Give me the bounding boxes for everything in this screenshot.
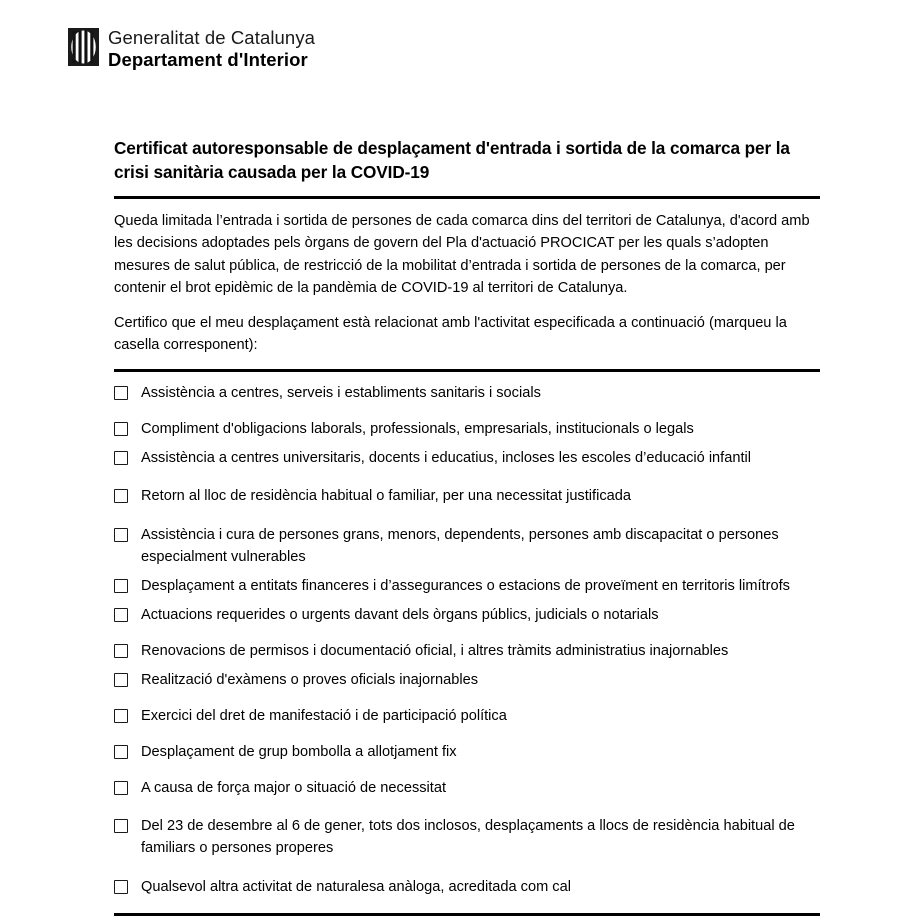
- checklist-item-label: A causa de força major o situació de necessitat: [141, 779, 447, 796]
- checklist-item-label: Renovacions de permisos i documentació oficial, i altres tràmits administratius inajornables: [141, 642, 729, 659]
- institutional-header: [68, 28, 315, 69]
- checklist-item-label: Realització d'exàmens o proves oficials inajornables: [141, 671, 478, 688]
- checklist-item-label: Desplaçament de grup bombolla a allotjament fix: [141, 743, 457, 760]
- checklist-item-label: Del 23 de desembre al 6 de gener, tots dos inclosos, desplaçaments a llocs de residència habitual de familiars o persones properes: [141, 818, 795, 857]
- checklist-item[interactable]: [114, 670, 820, 692]
- activity-checklist: [114, 383, 820, 899]
- organization-name: Generalitat de Catalunya: [108, 27, 316, 48]
- checkbox-icon[interactable]: [114, 489, 128, 503]
- checklist-item[interactable]: [114, 877, 820, 899]
- catalonia-senyera-shield-icon: [68, 28, 99, 66]
- checklist-item[interactable]: [114, 419, 820, 441]
- checklist-item[interactable]: [114, 525, 820, 569]
- checkbox-icon[interactable]: [114, 579, 128, 593]
- checkbox-icon[interactable]: [114, 781, 128, 795]
- checklist-item[interactable]: [114, 383, 820, 405]
- checklist-item[interactable]: [114, 778, 820, 800]
- checklist-item[interactable]: [114, 486, 820, 508]
- checkbox-icon[interactable]: [114, 880, 128, 894]
- checklist-item-label: Assistència a centres universitaris, docents i educatius, incloses les escoles d’educació infantil: [141, 449, 752, 466]
- divider-under-title: [114, 196, 820, 199]
- checklist-item-label: Retorn al lloc de residència habitual o familiar, per una necessitat justificada: [141, 488, 631, 505]
- checklist-item-label: Compliment d'obligacions laborals, professionals, empresarials, institucionals o legals: [141, 420, 694, 437]
- checklist-item-label: Assistència i cura de persones grans, menors, dependents, persones amb discapacitat o persones especialment vulnerables: [141, 527, 779, 566]
- declaration-paragraph: Certifico que el meu desplaçament està relacionat amb l'activitat especificada a continuació (marqueu la casella corresponent):: [114, 315, 787, 354]
- checkbox-icon[interactable]: [114, 745, 128, 759]
- checkbox-icon[interactable]: [114, 528, 128, 542]
- checkbox-icon[interactable]: [114, 386, 128, 400]
- department-name: Departament d'Interior: [108, 48, 308, 70]
- checklist-item[interactable]: [114, 605, 820, 627]
- certificate-document: [114, 136, 820, 916]
- checkbox-icon[interactable]: [114, 673, 128, 687]
- checkbox-icon[interactable]: [114, 819, 128, 833]
- checkbox-icon[interactable]: [114, 451, 128, 465]
- checklist-item[interactable]: [114, 576, 820, 598]
- checklist-item-label: Desplaçament a entitats financeres i d’assegurances o estacions de proveïment en territoris limítrofs: [141, 578, 790, 595]
- brand-text-block: [108, 28, 315, 69]
- page-title: Certificat autoresponsable de desplaçament d'entrada i sortida de la comarca per la crisi sanitària causada per la COVID-19: [114, 138, 790, 183]
- checklist-item-label: Qualsevol altra activitat de naturalesa anàloga, acreditada com cal: [141, 879, 571, 896]
- checklist-item[interactable]: [114, 816, 820, 860]
- checkbox-icon[interactable]: [114, 608, 128, 622]
- divider-above-checklist: [114, 369, 820, 372]
- checklist-item[interactable]: [114, 742, 820, 764]
- intro-paragraph: Queda limitada l’entrada i sortida de persones de cada comarca dins del territori de Catalunya, d'acord amb les decisions adoptades pels òrgans de govern del Pla d'actuació PROCICAT per les quals s’adopten mesures de salut pública, de restricció de la mobilitat d’entrada i sortida de persones de la comarca, per contenir el brot epidèmic de la pandèmia de COVID-19 al territori de Catalunya.: [114, 212, 810, 296]
- checkbox-icon[interactable]: [114, 709, 128, 723]
- checkbox-icon[interactable]: [114, 422, 128, 436]
- checklist-item-label: Assistència a centres, serveis i establiments sanitaris i socials: [141, 384, 541, 401]
- checklist-item-label: Actuacions requerides o urgents davant dels òrgans públics, judicials o notarials: [141, 607, 659, 624]
- checklist-item[interactable]: [114, 706, 820, 728]
- checklist-item-label: Exercici del dret de manifestació i de participació política: [141, 707, 507, 724]
- checklist-item[interactable]: [114, 448, 820, 470]
- checkbox-icon[interactable]: [114, 644, 128, 658]
- checklist-item[interactable]: [114, 641, 820, 663]
